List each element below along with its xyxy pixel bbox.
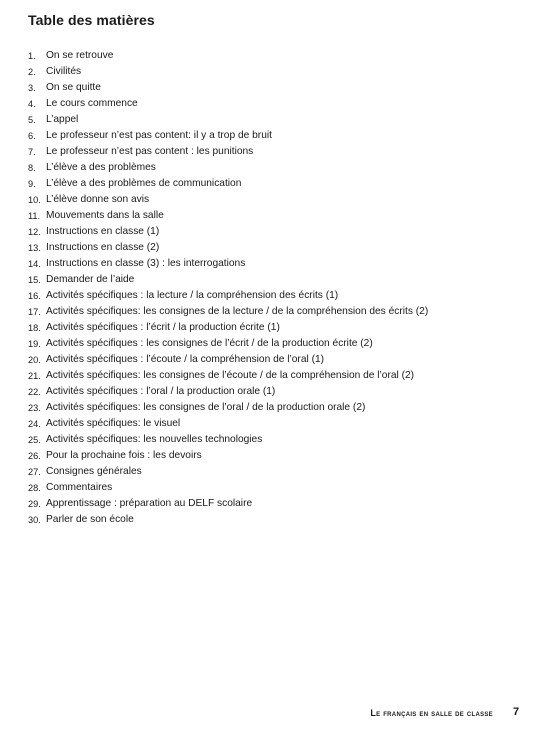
toc-item-title: Activités spécifiques: les consignes de l’écoute / de la compréhension de l’oral (2) xyxy=(46,370,415,381)
toc-item-title: On se quitte xyxy=(46,82,101,93)
toc-item-number: 2. xyxy=(28,67,36,77)
toc-item-title: L’appel xyxy=(46,114,79,125)
toc-item xyxy=(28,192,428,208)
toc-item-number: 15. xyxy=(28,275,41,285)
toc-item xyxy=(28,480,428,496)
toc-item-title: On se retrouve xyxy=(46,50,114,61)
toc-item-title: Activités spécifiques : l’écoute / la compréhension de l’oral (1) xyxy=(46,354,325,365)
toc-item xyxy=(28,464,428,480)
toc-item-title: Le professeur n’est pas content: il y a trop de bruit xyxy=(46,130,272,141)
table-of-contents xyxy=(28,48,428,528)
toc-item-title: Pour la prochaine fois : les devoirs xyxy=(46,450,202,461)
toc-item-number: 13. xyxy=(28,243,41,253)
toc-item-number: 14. xyxy=(28,259,41,269)
toc-item xyxy=(28,336,428,352)
toc-item xyxy=(28,224,428,240)
toc-item xyxy=(28,208,428,224)
toc-item xyxy=(28,496,428,512)
toc-item-number: 8. xyxy=(28,163,36,173)
toc-item-number: 26. xyxy=(28,451,41,461)
toc-item-number: 3. xyxy=(28,83,36,93)
toc-item-number: 28. xyxy=(28,483,41,493)
toc-item xyxy=(28,112,428,128)
toc-item-number: 30. xyxy=(28,515,41,525)
toc-item-title: Activités spécifiques : l’écrit / la production écrite (1) xyxy=(46,322,280,333)
toc-item xyxy=(28,320,428,336)
toc-item-number: 29. xyxy=(28,499,41,509)
toc-item xyxy=(28,144,428,160)
toc-item-number: 18. xyxy=(28,323,41,333)
toc-item-number: 24. xyxy=(28,419,41,429)
toc-item-title: Activités spécifiques : la lecture / la compréhension des écrits (1) xyxy=(46,290,339,301)
toc-item-title: Commentaires xyxy=(46,482,113,493)
toc-item-title: Instructions en classe (3) : les interrogations xyxy=(46,258,246,269)
toc-item-number: 4. xyxy=(28,99,36,109)
toc-item-number: 10. xyxy=(28,195,41,205)
toc-item xyxy=(28,80,428,96)
toc-item xyxy=(28,96,428,112)
toc-item xyxy=(28,288,428,304)
toc-item-number: 19. xyxy=(28,339,41,349)
toc-item-number: 11. xyxy=(28,211,41,221)
toc-item-title: Activités spécifiques : l’oral / la production orale (1) xyxy=(46,386,276,397)
toc-item xyxy=(28,272,428,288)
toc-item-title: Instructions en classe (2) xyxy=(46,242,160,253)
footer-book-title: Le français en salle de classe xyxy=(370,708,493,718)
toc-item xyxy=(28,240,428,256)
toc-item-title: Activités spécifiques: le visuel xyxy=(46,418,181,429)
toc-item-title: Activités spécifiques: les consignes de la lecture / de la compréhension des écrits (2) xyxy=(46,306,429,317)
toc-item xyxy=(28,352,428,368)
toc-item-title: Activités spécifiques: les nouvelles technologies xyxy=(46,434,263,445)
toc-item-title: Le cours commence xyxy=(46,98,138,109)
toc-item-title: Activités spécifiques : les consignes de l’écrit / de la production écrite (2) xyxy=(46,338,373,349)
toc-item xyxy=(28,400,428,416)
toc-item-title: Civilités xyxy=(46,66,82,77)
toc-item-title: L’élève a des problèmes xyxy=(46,162,156,173)
toc-item xyxy=(28,512,428,528)
toc-item xyxy=(28,48,428,64)
toc-item-title: Instructions en classe (1) xyxy=(46,226,160,237)
toc-item xyxy=(28,432,428,448)
toc-item-number: 7. xyxy=(28,147,36,157)
toc-item-number: 16. xyxy=(28,291,41,301)
toc-item xyxy=(28,176,428,192)
toc-item xyxy=(28,416,428,432)
toc-item xyxy=(28,384,428,400)
toc-item-number: 23. xyxy=(28,403,41,413)
toc-item-title: Consignes générales xyxy=(46,466,142,477)
toc-item-number: 1. xyxy=(28,51,36,61)
toc-item xyxy=(28,368,428,384)
toc-item-title: Apprentissage : préparation au DELF scolaire xyxy=(46,498,253,509)
toc-item-title: Mouvements dans la salle xyxy=(46,210,164,221)
toc-item-number: 12. xyxy=(28,227,41,237)
toc-item xyxy=(28,256,428,272)
page-number: 7 xyxy=(513,706,520,718)
toc-item-number: 6. xyxy=(28,131,36,141)
toc-item-title: Activités spécifiques: les consignes de l’oral / de la production orale (2) xyxy=(46,402,366,413)
page-title: Table des matières xyxy=(28,12,155,28)
toc-item-number: 5. xyxy=(28,115,36,125)
toc-item-number: 22. xyxy=(28,387,41,397)
toc-item-number: 25. xyxy=(28,435,41,445)
toc-item xyxy=(28,64,428,80)
toc-item-title: Le professeur n’est pas content : les punitions xyxy=(46,146,254,157)
toc-item-title: L’élève a des problèmes de communication xyxy=(46,178,242,189)
toc-item xyxy=(28,160,428,176)
toc-item xyxy=(28,448,428,464)
toc-item-number: 27. xyxy=(28,467,41,477)
toc-item xyxy=(28,128,428,144)
toc-item xyxy=(28,304,428,320)
toc-item-number: 9. xyxy=(28,179,36,189)
toc-item-title: L’élève donne son avis xyxy=(46,194,150,205)
toc-item-number: 20. xyxy=(28,355,41,365)
toc-item-number: 17. xyxy=(28,307,41,317)
toc-item-title: Parler de son école xyxy=(46,514,134,525)
toc-item-title: Demander de l’aide xyxy=(46,274,135,285)
toc-item-number: 21. xyxy=(28,371,41,381)
